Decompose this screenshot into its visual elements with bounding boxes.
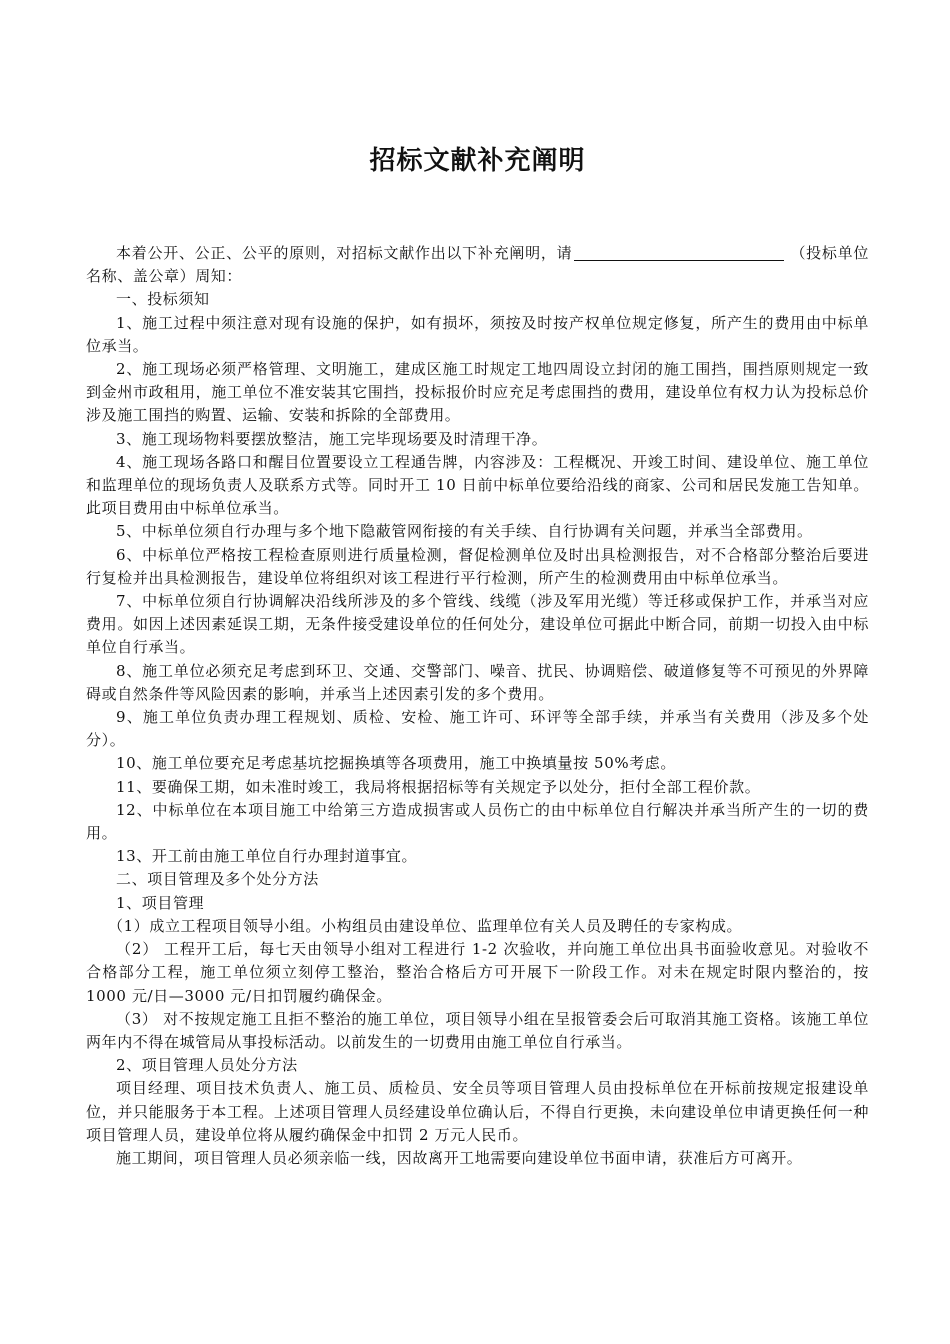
- section-2-heading: 二、项目管理及多个处分方法: [116, 870, 319, 889]
- subsection-1-item: （3） 对不按规定施工且拒不整治的施工单位，项目领导小组在呈报管委会后可取消其施工资格。该施工单位两年内不得在城管局从事投标活动。以前发生的一切费用由施工单位自行承当。: [86, 1009, 869, 1051]
- section-1-item: 11、要确保工期，如未准时竣工，我局将根据招标等有关规定予以处分，拒付全部工程价款。: [116, 777, 761, 796]
- section-1-item: 7、中标单位须自行协调解决沿线所涉及的多个管线、线缆（涉及军用光缆）等迁移或保护工作，并承当对应费用。如因上述因素延误工期，无条件接受建设单位的任何处分，建设单位可据此中断合同，前期一切投入由中标单位自行承当。: [86, 592, 869, 657]
- section-1-item: 4、施工现场各路口和醒目位置要设立工程通告牌，内容涉及：工程概况、开竣工时间、建设单位、施工单位和监理单位的现场负责人及联系方式等。同时开工 10 日前中标单位要给沿线的商家、公司和居民发施工告知单。此项目费用由中标单位承当。: [86, 452, 869, 518]
- intro-text-after: （投标单位名称、盖公章）周知：: [86, 244, 869, 286]
- section-1-item: 10、施工单位要充足考虑基坑挖掘换填等各项费用，施工中换填量按 50%考虑。: [116, 754, 676, 773]
- intro-text-before: 本着公开、公正、公平的原则，对招标文献作出以下补充阐明，请: [116, 244, 573, 262]
- document-body: [86, 242, 869, 1170]
- subsection-1-item: （2） 工程开工后，每七天由领导小组对工程进行 1-2 次验收，并向施工单位出具书面验收意见。对验收不合格部分工程，施工单位须立刻停工整治，整治合格后方可开展下一阶段工作。对未在规定时限内整治的，按 1000 元/日—3000 元/日扣罚履约确保金。: [86, 940, 869, 1005]
- section-1-item: 1、施工过程中须注意对现有设施的保护，如有损坏，须按及时按产权单位规定修复，所产生的费用由中标单位承当。: [86, 313, 869, 355]
- fill-in-blank: [574, 244, 784, 261]
- subsection-2-heading: 2、项目管理人员处分方法: [116, 1056, 298, 1075]
- intro-paragraph: [86, 242, 869, 288]
- subsection-1-heading: 1、项目管理: [116, 893, 205, 912]
- subsection-1-item: （1）成立工程项目领导小组。小构组员由建设单位、监理单位有关人员及聘任的专家构成。: [108, 916, 743, 935]
- document-title: 招标文献补充阐明: [369, 146, 586, 176]
- subsection-2-item: 施工期间，项目管理人员必须亲临一线，因故离开工地需要向建设单位书面申请，获准后方可离开。: [116, 1148, 803, 1167]
- section-1-item: 6、中标单位严格按工程检查原则进行质量检测，督促检测单位及时出具检测报告，对不合格部分整治后要进行复检并出具检测报告，建设单位将组织对该工程进行平行检测，所产生的检测费用由中标单位承当。: [86, 545, 869, 587]
- subsection-2-item: 项目经理、项目技术负责人、施工员、质检员、安全员等项目管理人员由投标单位在开标前按规定报建设单位，并只能服务于本工程。上述项目管理人员经建设单位确认后，不得自行更换，未向建设单位申请更换任何一种项目管理人员，建设单位将从履约确保金中扣罚 2 万元人民币。: [86, 1079, 869, 1144]
- section-1-item: 5、中标单位须自行办理与多个地下隐蔽管网衔接的有关手续、自行协调有关问题，并承当全部费用。: [116, 522, 813, 541]
- section-1-item: 2、施工现场必须严格管理、文明施工，建成区施工时规定工地四周设立封闭的施工围挡，围挡原则规定一致到金州市政租用，施工单位不准安装其它围挡，投标报价时应充足考虑围挡的费用，建设单位有权力认为投标总价涉及施工围挡的购置、运输、安装和拆除的全部费用。: [86, 360, 869, 425]
- section-1-item: 9、施工单位负责办理工程规划、质检、安检、施工许可、环评等全部手续，并承当有关费用（涉及多个处分）。: [86, 708, 869, 750]
- section-1-item: 13、开工前由施工单位自行办理封道事宜。: [116, 847, 418, 866]
- section-1-heading: 一、投标须知: [116, 290, 210, 309]
- section-1-item: 3、施工现场物料要摆放整洁，施工完毕现场要及时清理干净。: [116, 429, 548, 448]
- section-1-item: 8、施工单位必须充足考虑到环卫、交通、交警部门、噪音、扰民、协调赔偿、破道修复等不可预见的外界障碍或自然条件等风险因素的影响，并承当上述因素引发的多个费用。: [86, 661, 869, 703]
- section-1-item: 12、中标单位在本项目施工中给第三方造成损害或人员伤亡的由中标单位自行解决并承当所产生的一切的费用。: [86, 800, 869, 843]
